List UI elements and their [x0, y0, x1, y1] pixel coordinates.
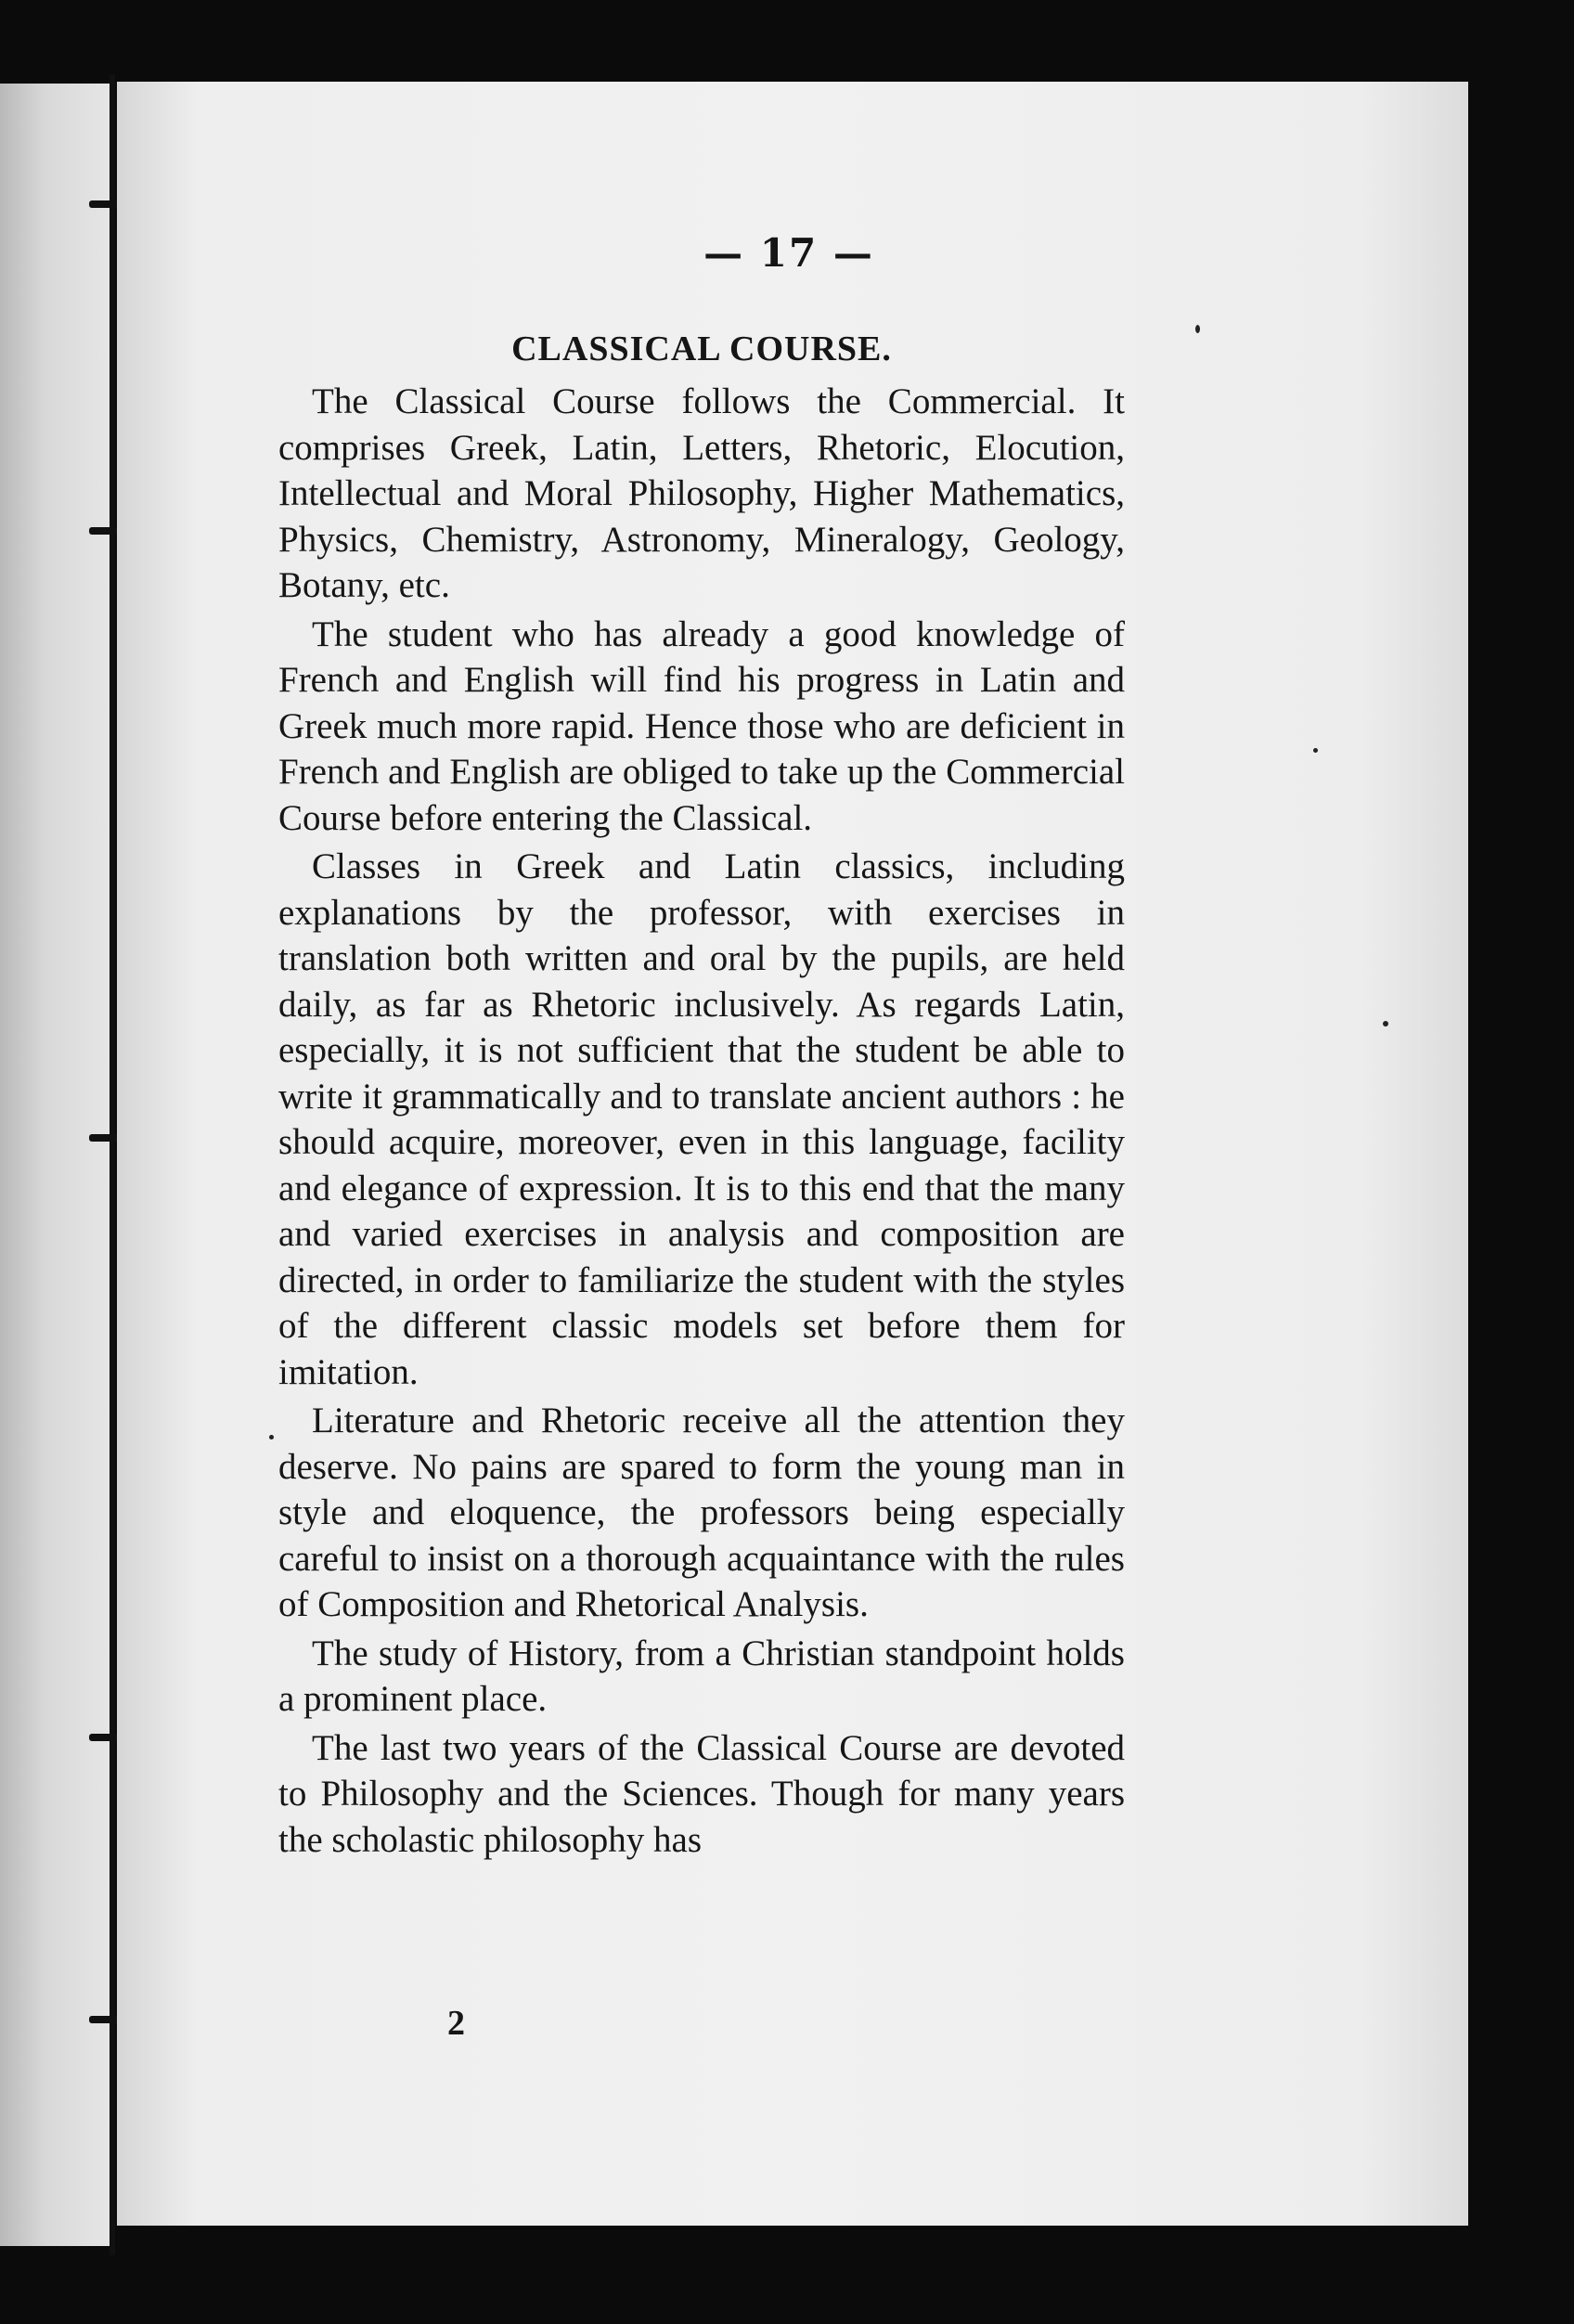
ink-speck — [1383, 1021, 1388, 1026]
paragraph: The study of History, from a Christian standpoint holds a prominent place. — [278, 1633, 1125, 1719]
page-body — [278, 325, 1125, 1866]
ink-speck — [269, 1435, 274, 1440]
ink-speck — [1195, 325, 1200, 333]
paragraph: The last two years of the Classical Course are devoted to Philosophy and the Sciences. Though for many years the scholastic philosophy has — [278, 1727, 1125, 1860]
paragraph: Literature and Rhetoric receive all the attention they deserve. No pains are spared to form the young man in style and eloquence, the professors being especially careful to insist on a thorough acquaintance with the rules of Composition and Rhetorical Analysis. — [278, 1401, 1125, 1624]
page-number: — 17 — — [703, 230, 874, 276]
binding-thread — [110, 74, 115, 2255]
ink-speck — [1313, 748, 1318, 753]
paragraph: Classes in Greek and Latin classics, including explanations by the professor, with exercises in translation both written and oral by the pupils, are held daily, as far as Rhetoric inclusively. As regards Latin, especially, it is not sufficient that the student be able to write it grammatically and to translate ancient authors : he should acquire, moreover, even in this language, facility and elegance of expression. It is to this end that the many and varied exercises in analysis and composition are directed, in order to familiarize the student with the styles of the different classic models set before them for imitation. — [278, 846, 1125, 1392]
signature-mark: 2 — [447, 2004, 465, 2043]
paragraph: The Classical Course follows the Commercial. It comprises Greek, Latin, Letters, Rhetoric, Elocution, Intellectual and Moral Philosophy, Higher Mathematics, Physics, Chemistry, Astronomy, Mineralogy, Geology, Botany, etc. — [278, 381, 1125, 605]
previous-page-edge — [0, 84, 111, 2246]
paragraph: The student who has already a good knowledge of French and English will find his progress in Latin and Greek much more rapid. Hence those who are deficient in French and English are obliged to take up the Commercial Course before entering the Classical. — [278, 613, 1125, 838]
section-heading: CLASSICAL COURSE. — [511, 329, 892, 368]
